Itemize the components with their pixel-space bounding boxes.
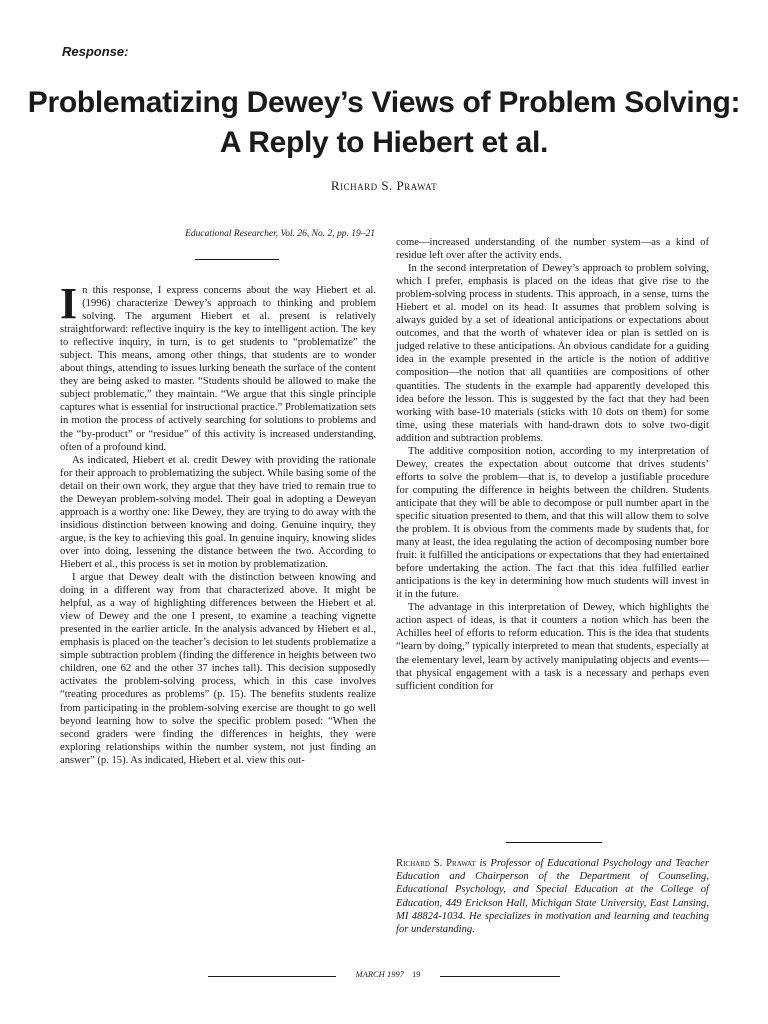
footer-rule-left [208, 976, 336, 977]
paragraph-text: n this response, I express concerns about the way Hiebert et al. (1996) characterize Dewey’s approach to thinking and problem solving. The argument Hiebert et al. present is relatively straightforward: reflective inquiry is the key to intelligent action. The key to reflective inquiry, in turn, is to get students to “problematize” the subject. This means, among other things, that students are to wonder about things, attending to issues lurking beneath the surface of the content they are being asked to master. “Students should be allowed to make the subject problematic,” they maintain. “We argue that this single principle captures what is essential for instructional practice.” Problematization sets in motion the process of actively searching for solutions to problems and the “by-product” or “residue” of this activity is increased understanding, often of a profound kind. [60, 285, 376, 453]
body-paragraph: come—increased understanding of the number system—as a kind of residue left over after the activity ends. [396, 237, 709, 262]
drop-cap: I [60, 279, 78, 328]
journal-citation: Educational Researcher, Vol. 26, No. 2, pp. 19–21 [185, 229, 375, 239]
author-byline: Richard S. Prawat [330, 178, 438, 193]
author-bio [396, 857, 709, 936]
page-footer [208, 969, 560, 983]
bio-divider [506, 842, 602, 843]
right-column [396, 236, 709, 693]
article-title-line-2: A Reply to Hiebert et al. [219, 126, 549, 159]
left-column [60, 279, 376, 767]
body-paragraph: The additive composition notion, according to my interpretation of Dewey, creates the expectation about outcome that drives students’ efforts to solve the problem—that is, to develop a justifiable procedure for computing the difference in heights between the children. Students anticipate that they will be able to decompose or pull number apart in the specific situation presented to them, and that this will allow them to solve the problem. It is obvious from the comments made by students that, for many at least, the idea regulating the action of decomposing number bore fruit: it fulfilled the anticipations or expectations that they had entertained before undertaking the action. The fact that this idea fulfilled earlier anticipations is the key in determining how much students will invest in it in the future. [396, 445, 710, 601]
body-paragraph: As indicated, Hiebert et al. credit Dewey with providing the rationale for their approach to problematizing the subject. While basing some of the detail on their own work, they argue that they have tried to remain true to the Deweyan problem-solving model. Their goal in adopting a Deweyan approach is a worthy one: like Dewey, they are trying to do away with the insidious distinction between knowing and doing. Genuine inquiry, they argue, is the key to achieving this goal. In genuine inquiry, knowing slides over into doing, lessening the distance between the two. According to Hiebert et al., this process is set in motion by problematization. [60, 454, 376, 570]
footer-rule-right [440, 976, 560, 977]
body-paragraph: The advantage in this interpretation of Dewey, which highlights the action aspect of ideas, is that it counters a notion which has been the Achilles heel of efforts to reform education. This is the idea that students “learn by doing,” typically interpreted to mean that students, especially at the elementary level, learn by actively manipulating objects and events—that physical engagement with a task is a necessary and perhaps even sufficient condition for [396, 602, 709, 692]
body-paragraph: I argue that Dewey dealt with the distinction between knowing and doing in a different way from that characterized above. It might be helpful, as a way of highlighting differences between the Hiebert et al. view of Dewey and the one I present, to examine a teaching vignette presented in the earlier article. In the analysis advanced by Hiebert et al., emphasis is placed on the teacher’s decision to let students problematize a simple subtraction problem (finding the difference in heights between two children, one 62 and the other 37 inches tall). This decision supposedly activates the problem-solving process, which in this case involves “treating procedures as problems” (p. 15). The benefits students realize from participating in the problem-solving exercise are thought to go well beyond learning how to solve the specific problem posed: “When the second graders were finding the differences in heights, they were exploring relationships within the number system, not just finding an answer” (p. 15). As indicated, Hiebert et al. view this out- [60, 572, 376, 766]
bio-text: is Professor of Educational Psychology and Teacher Education and Chairperson of the Department of Counseling, Educational Psychology, and Special Education at the College of Education, 449 Erickson Hall, Michigan State University, East Lansing, MI 48824-1034. He specializes in motivation and learning and teaching for understanding. [396, 858, 709, 936]
footer-date: MARCH 1997 [355, 969, 404, 979]
article-title-line-1: Problematizing Dewey’s Views of Problem Solving: [27, 86, 741, 119]
citation-divider [195, 259, 279, 260]
page-number: 19 [411, 969, 421, 979]
bio-author-name: Richard S. Prawat [396, 858, 476, 869]
footer-text [340, 969, 436, 979]
body-paragraph: In the second interpretation of Dewey’s approach to problem solving, which I prefer, emphasis is placed on the ideas that give rise to the problem-solving process in students. This approach, in a sense, turns the Hiebert et al. model on its head. It assumes that problem solving is always guided by a set of ideational anticipations or expectations about outcomes, and that the worth of whatever idea or plan is settled on is judged relative to these anticipations. An obvious candidate for a guiding idea in the example presented in the article is the notion of additive composition—the notion that all quantities are compositions of other quantities. The students in the example had apparently developed this idea before the lesson. This is suggested by the fact that they had been working with base-10 materials (sticks with 10 dots on them) for some time, using these materials with hand-drawn dots to solve two-digit addition and subtraction problems. [396, 263, 709, 444]
body-paragraph [60, 279, 376, 454]
section-label: Response: [62, 44, 129, 59]
